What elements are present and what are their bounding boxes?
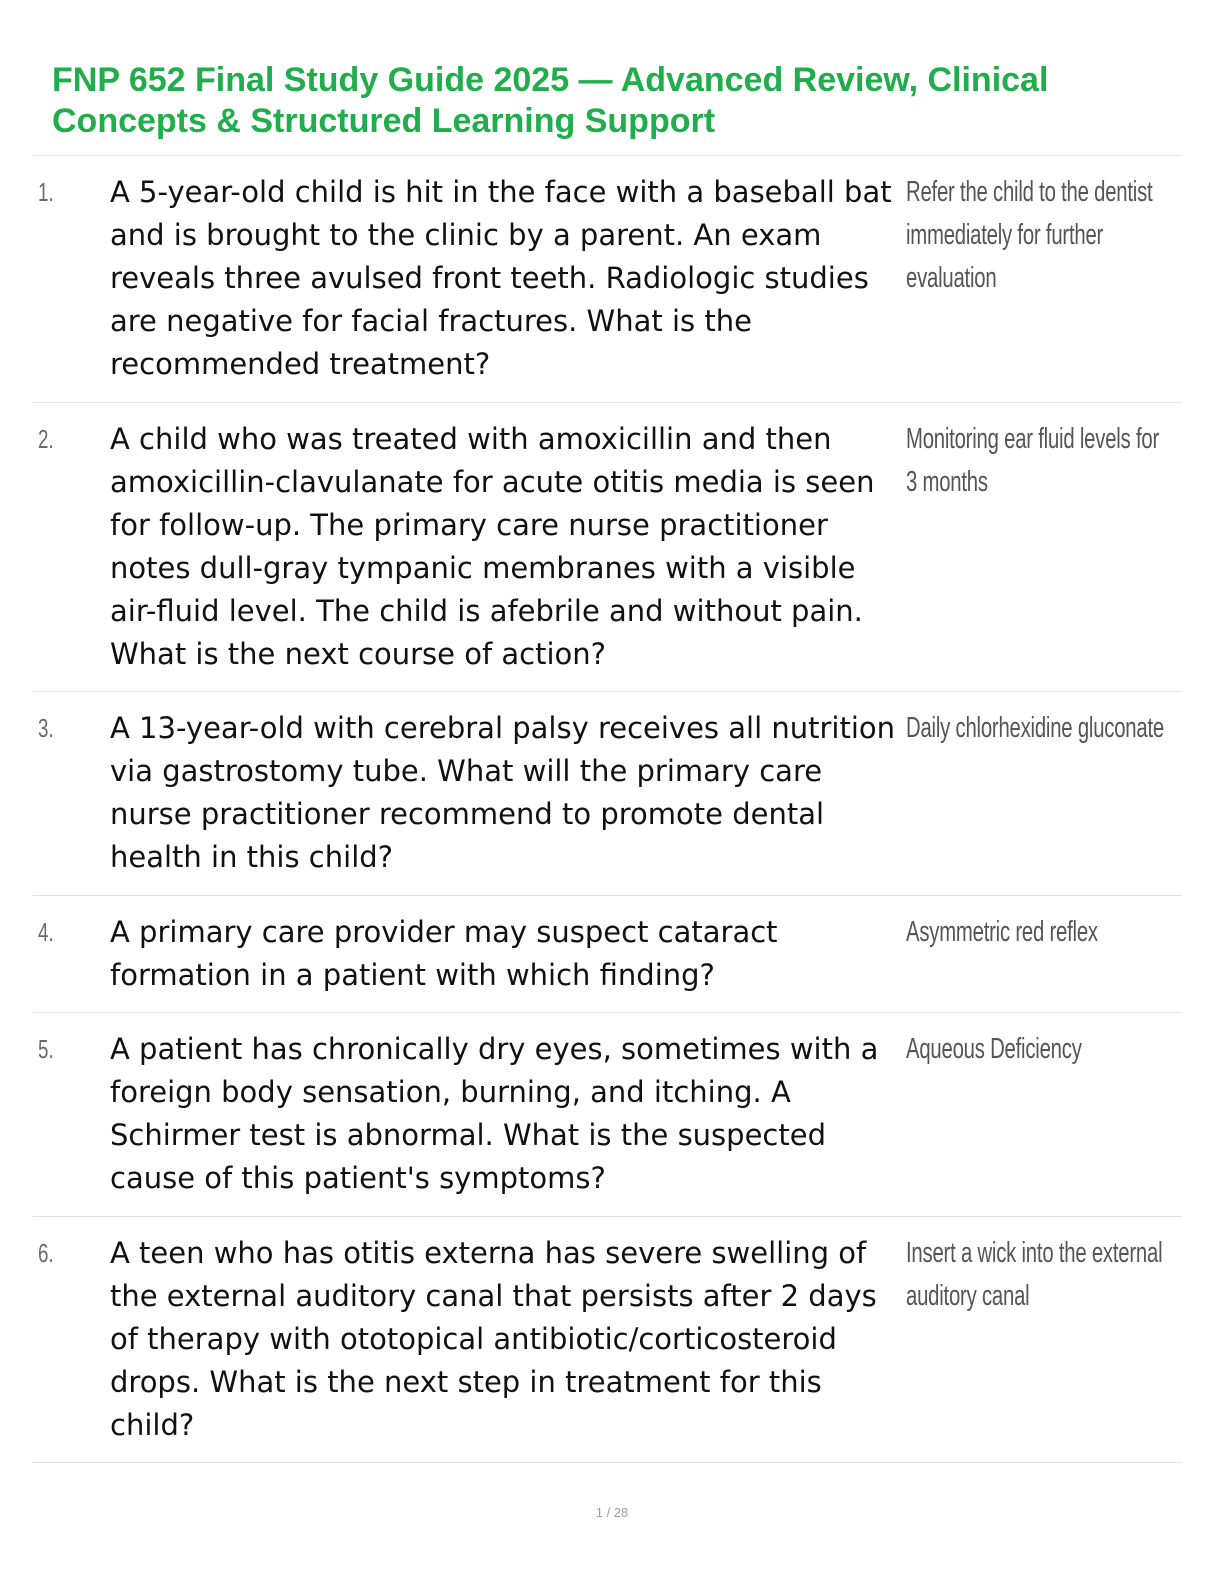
document-title: FNP 652 Final Study Guide 2025 — Advanced Review, Clinical Concepts & Structured Learning Support xyxy=(52,61,1049,140)
question-number: 3. xyxy=(38,713,54,743)
question-number: 5. xyxy=(38,1034,54,1064)
question-text: A patient has chronically dry eyes, sometimes with a foreign body sensation, burning, and itching. A Schirmer test is abnormal. What is the suspected cause of this patient's symptoms? xyxy=(110,1032,879,1195)
answer-text: Asymmetric red reflex xyxy=(906,916,1098,948)
page-indicator: 1 / 28 xyxy=(595,1505,629,1520)
answer-text: Daily chlorhexidine gluconate xyxy=(906,712,1164,744)
question-number: 2. xyxy=(38,424,54,454)
question-item-6 xyxy=(33,1217,1182,1463)
question-item-4 xyxy=(33,896,1182,1013)
question-item-3 xyxy=(33,692,1182,896)
answer-text: Aqueous Deficiency xyxy=(906,1033,1082,1065)
question-item-1 xyxy=(33,156,1182,403)
question-text: A teen who has otitis externa has severe swelling of the external auditory canal that persists after 2 days of therapy with ototopical antibiotic/corticosteroid drops. What is the next step in treatment for this child? xyxy=(110,1236,877,1442)
answer-text: Monitoring ear fluid levels for 3 months xyxy=(906,423,1160,498)
answer-text: Insert a wick into the external auditory canal xyxy=(906,1237,1163,1312)
question-item-2 xyxy=(33,403,1182,692)
question-number: 6. xyxy=(38,1238,54,1268)
question-item-5 xyxy=(33,1013,1182,1217)
question-number: 4. xyxy=(38,917,54,947)
question-text: A primary care provider may suspect cataract formation in a patient with which finding? xyxy=(110,915,778,992)
answer-text: Refer the child to the dentist immediately for further evaluation xyxy=(906,176,1153,294)
question-text: A 5-year-old child is hit in the face with a baseball bat and is brought to the clinic by a parent. An exam reveals three avulsed front teeth. Radiologic studies are negative for facial fractures. What is the recommended treatment? xyxy=(110,175,892,381)
question-text: A child who was treated with amoxicillin and then amoxicillin-clavulanate for acute otitis media is seen for follow-up. The primary care nurse practitioner notes dull-gray tympanic membranes with a visible air-fluid level. The child is afebrile and without pain. What is the next course of action? xyxy=(110,422,875,671)
question-text: A 13-year-old with cerebral palsy receives all nutrition via gastrostomy tube. What will the primary care nurse practitioner recommend to promote dental health in this child? xyxy=(110,711,896,874)
question-number: 1. xyxy=(38,177,54,207)
question-list xyxy=(33,155,1182,1463)
